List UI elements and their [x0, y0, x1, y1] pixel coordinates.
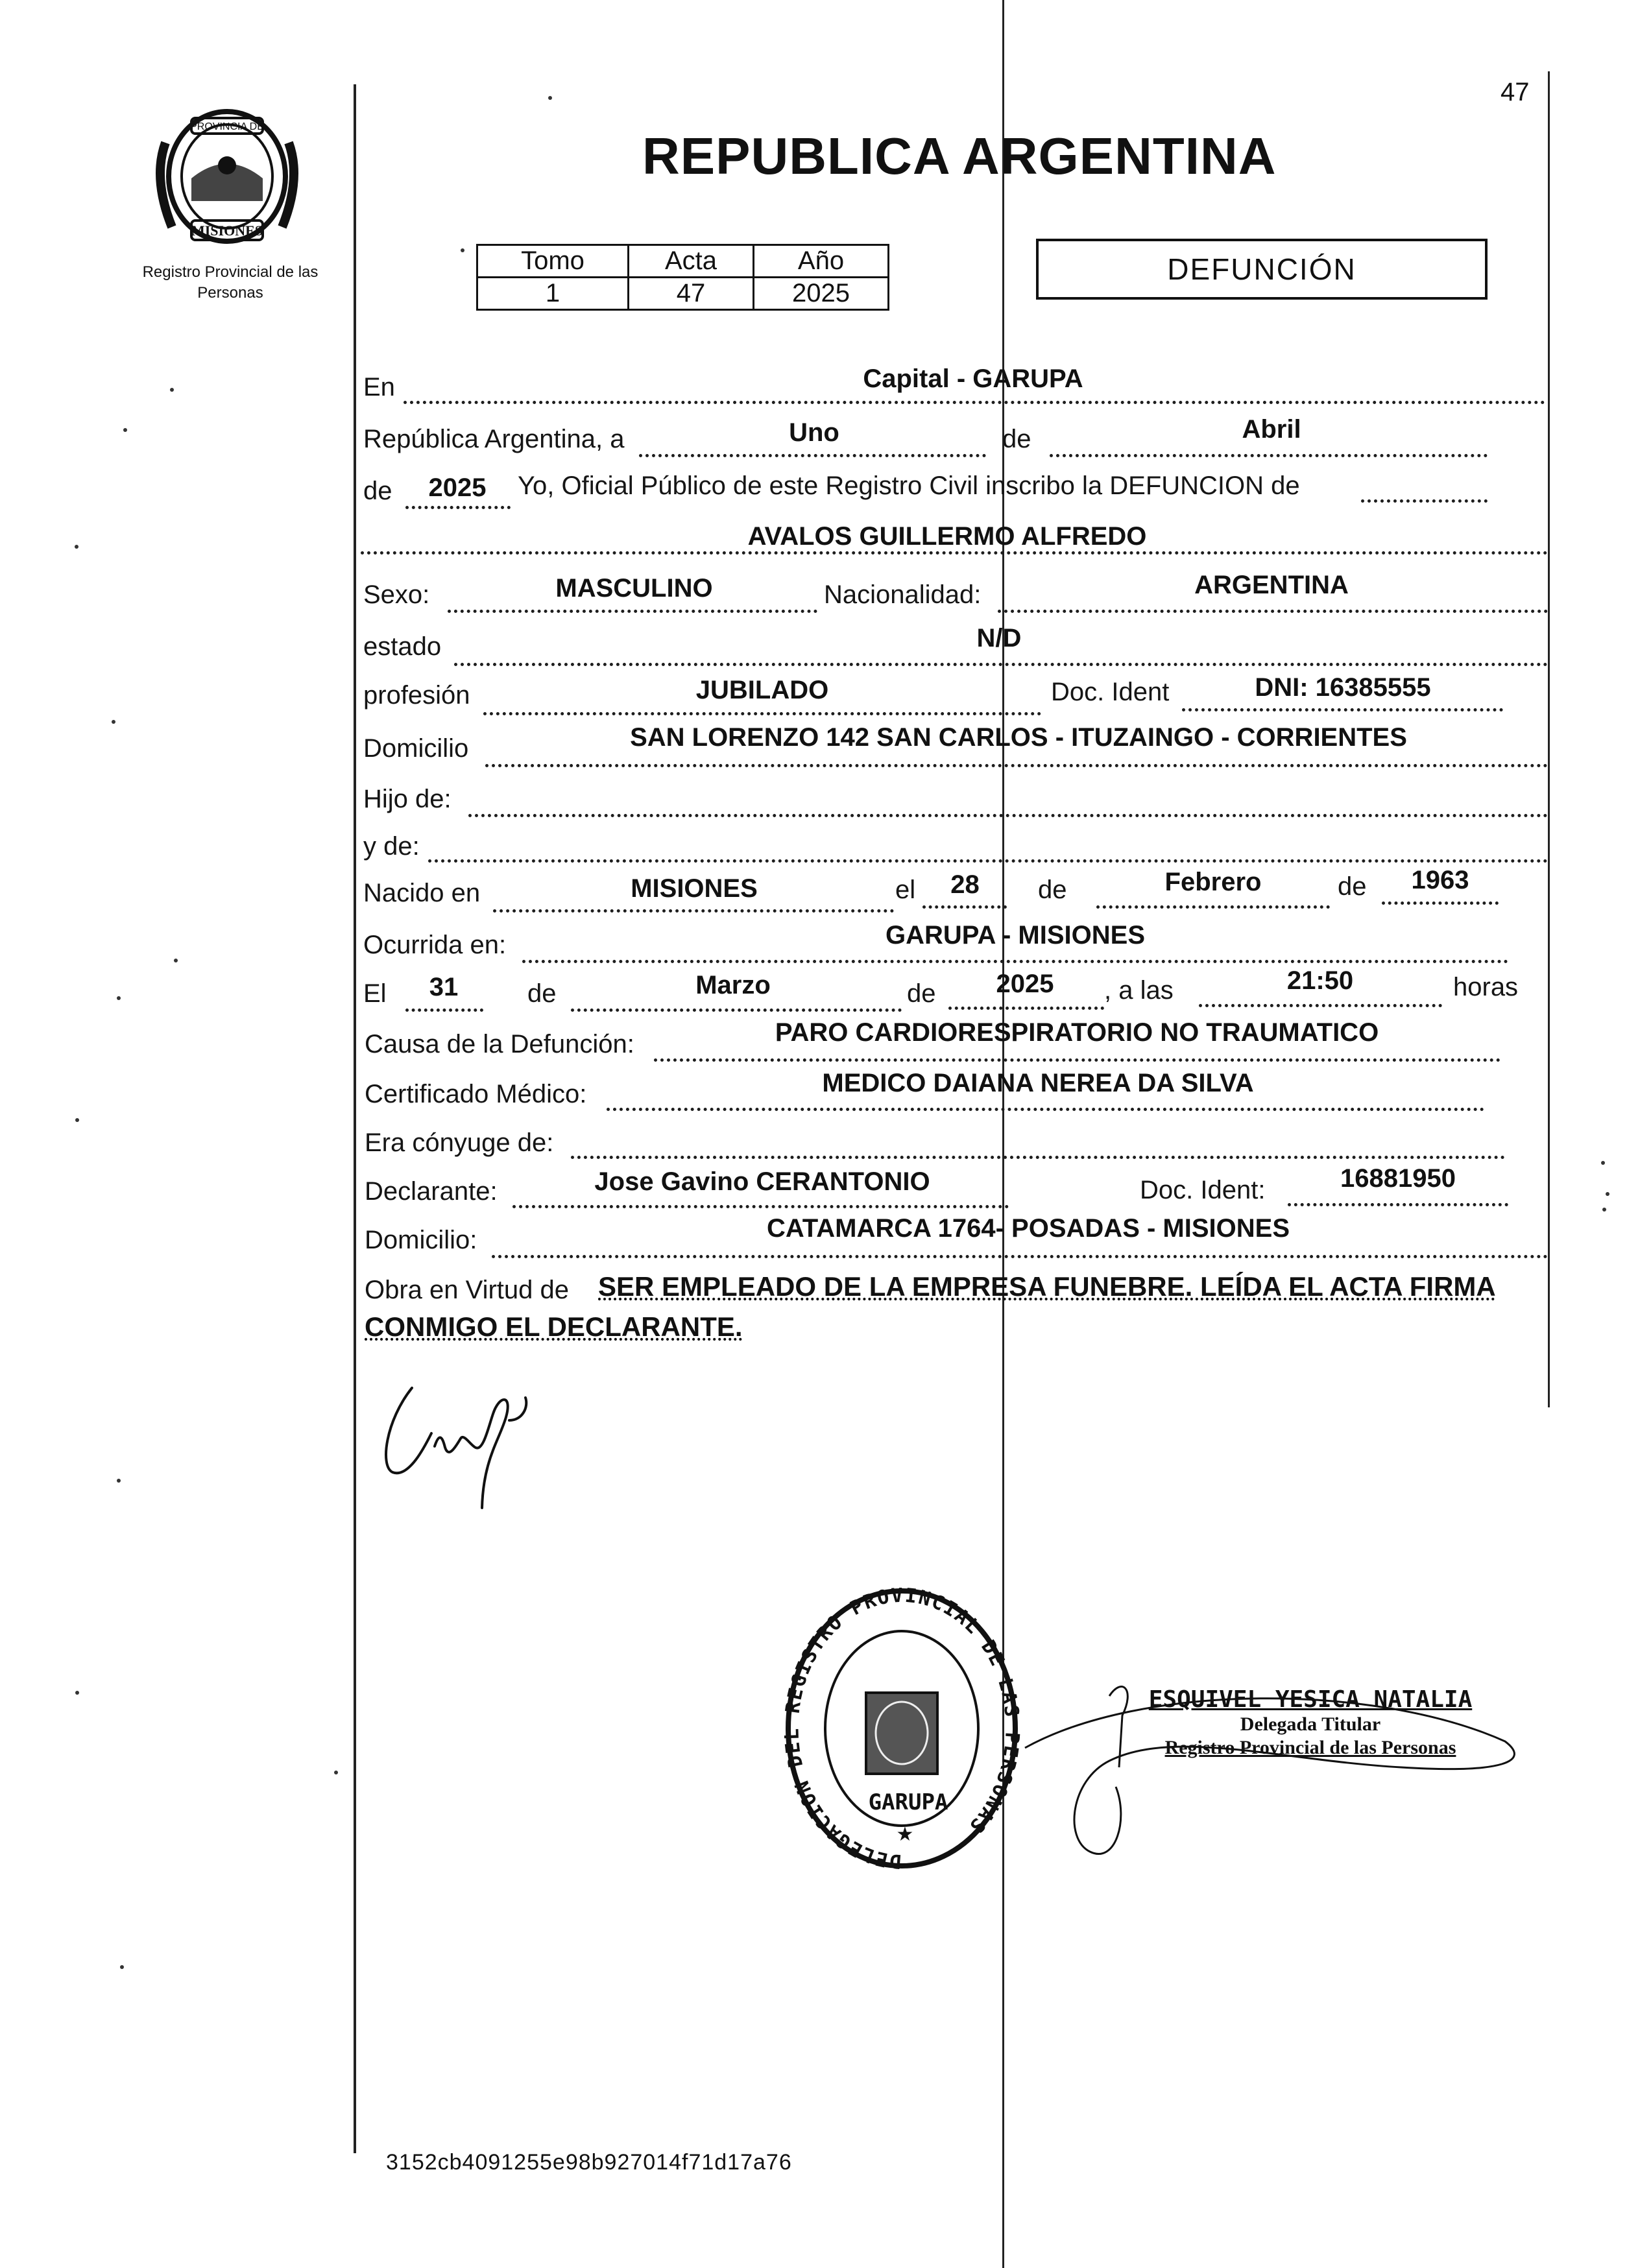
yo-text: Yo, Oficial Público de este Registro Civil inscribo la DEFUNCION de — [518, 472, 1300, 500]
sexo-label: Sexo: — [363, 580, 430, 609]
domicilio-label: Domicilio — [363, 734, 469, 763]
yde-label: y de: — [363, 832, 420, 861]
dia-dotted-line — [639, 454, 986, 457]
misiones-emblem-icon — [146, 104, 308, 253]
page-number: 47 — [1500, 78, 1530, 106]
scan-speck — [123, 428, 127, 432]
profesion-dotted-line — [483, 712, 1041, 715]
ocurrida-value: GARUPA - MISIONES — [885, 921, 1146, 949]
de5-label: de — [527, 979, 557, 1008]
declarante-dotted-line — [512, 1205, 1009, 1208]
estado-value: N/D — [976, 624, 1022, 652]
declarant-signature — [373, 1368, 568, 1524]
de4-label: de — [1338, 872, 1367, 901]
de2-label: de — [363, 477, 392, 505]
sexo-dotted-line — [448, 610, 817, 613]
nacido-value: MISIONES — [631, 874, 758, 903]
el2-label: El — [363, 979, 387, 1008]
document-hash: 3152cb4091255e98b927014f71d17a76 — [386, 2150, 792, 2175]
def-mes-value: Marzo — [695, 971, 771, 999]
delegation-stamp — [778, 1582, 1025, 1881]
left-margin-rule — [354, 84, 356, 2153]
nacionalidad-label: Nacionalidad: — [824, 580, 982, 609]
mes-value: Abril — [1242, 415, 1301, 444]
declarante-label: Declarante: — [365, 1177, 498, 1206]
yde-dotted-line — [428, 859, 1548, 863]
tomo-header: Tomo — [477, 245, 629, 278]
scan-speck — [548, 96, 552, 100]
anio-dotted-line — [405, 506, 511, 509]
official-office: Registro Provincial de las Personas — [1164, 1737, 1456, 1758]
de-label: de — [1002, 425, 1031, 453]
scan-speck — [334, 1771, 338, 1774]
profesion-label: profesión — [363, 681, 470, 710]
republica-label: República Argentina, a — [363, 425, 625, 453]
conyuge-label: Era cónyuge de: — [365, 1128, 554, 1157]
act-type-box: DEFUNCIÓN — [1036, 239, 1488, 300]
alas-label: , a las — [1104, 976, 1174, 1005]
horas-label: horas — [1453, 973, 1519, 1001]
doc2-dotted-line — [1288, 1203, 1508, 1206]
de6-label: de — [907, 979, 936, 1008]
nombre-value: AVALOS GUILLERMO ALFREDO — [747, 522, 1147, 551]
hora-dotted-line — [1199, 1004, 1442, 1007]
el-label: el — [895, 876, 916, 904]
nac-anio-value: 1963 — [1411, 866, 1469, 894]
nac-mes-dotted-line — [1096, 905, 1330, 909]
def-anio-dotted-line — [948, 1007, 1104, 1010]
doc-dotted-line — [1182, 708, 1503, 711]
domicilio-dotted-line — [485, 764, 1548, 767]
scan-speck — [461, 248, 464, 252]
stamp-ring-text: DELEGACION DEL REGISTRO PROVINCIAL DE LAS PERSONAS — [780, 1584, 1024, 1873]
emblem-bottom-text: MISIONES — [191, 222, 263, 239]
def-anio-value: 2025 — [996, 970, 1054, 998]
scan-speck — [117, 996, 121, 1000]
conyuge-dotted-line — [571, 1156, 1505, 1159]
certificado-value: MEDICO DAIANA NEREA DA SILVA — [822, 1069, 1254, 1097]
nacido-label: Nacido en — [363, 879, 481, 907]
anio-header: Año — [754, 245, 889, 278]
ocurrida-label: Ocurrida en: — [363, 931, 507, 959]
domicilio-value: SAN LORENZO 142 SAN CARLOS - ITUZAINGO - CORRIENTES — [630, 723, 1407, 752]
scan-speck — [117, 1479, 121, 1483]
official-name: ESQUIVEL YESICA NATALIA — [1148, 1686, 1473, 1713]
nacido-dotted-line — [493, 909, 894, 913]
scan-speck — [1606, 1192, 1609, 1196]
obra-value-line2: CONMIGO EL DECLARANTE. — [365, 1311, 743, 1342]
nombre-dotted-line — [361, 551, 1548, 555]
nac-dia-dotted-line — [922, 905, 1007, 909]
scan-fold-line — [1002, 0, 1004, 2268]
scan-speck — [1601, 1161, 1605, 1165]
dia-value: Uno — [789, 418, 839, 447]
scan-speck — [75, 1118, 79, 1122]
obra-value-line1: SER EMPLEADO DE LA EMPRESA FUNEBRE. LEÍDA EL ACTA FIRMA — [598, 1271, 1496, 1302]
right-margin-rule — [1548, 71, 1550, 1407]
nacionalidad-value: ARGENTINA — [1194, 571, 1349, 599]
ocurrida-dotted-line — [522, 960, 1508, 963]
scan-speck — [112, 720, 115, 724]
de3-label: de — [1038, 876, 1067, 904]
stamp-center-text: GARUPA — [868, 1789, 948, 1815]
scan-speck — [75, 545, 78, 549]
domicilio2-label: Domicilio: — [365, 1226, 477, 1254]
emblem-top-text: PROVINCIA DE — [190, 121, 264, 132]
acta-value: 47 — [629, 278, 754, 310]
official-role: Delegada Titular — [1240, 1713, 1381, 1735]
def-dia-value: 31 — [429, 973, 459, 1001]
scan-speck — [75, 1691, 79, 1695]
certificado-dotted-line — [607, 1108, 1484, 1111]
anio-value: 2025 — [754, 278, 889, 310]
doc-value: DNI: 16385555 — [1255, 673, 1431, 702]
en-value: Capital - GARUPA — [863, 364, 1083, 393]
estado-label: estado — [363, 632, 442, 661]
domicilio2-dotted-line — [492, 1255, 1548, 1258]
en-dotted-line — [404, 401, 1545, 404]
hora-value: 21:50 — [1286, 966, 1354, 995]
nac-dia-value: 28 — [950, 870, 980, 899]
doc-label: Doc. Ident — [1051, 678, 1170, 706]
en-label: En — [363, 373, 395, 401]
hijo-dotted-line — [468, 814, 1548, 817]
scan-speck — [1602, 1208, 1606, 1212]
def-mes-dotted-line — [571, 1009, 902, 1012]
sexo-value: MASCULINO — [555, 574, 713, 603]
causa-value: PARO CARDIORESPIRATORIO NO TRAUMATICO — [775, 1018, 1379, 1047]
nacionalidad-dotted-line — [998, 610, 1548, 613]
hijo-label: Hijo de: — [363, 785, 452, 813]
scan-speck — [120, 1965, 124, 1969]
declarante-value: Jose Gavino CERANTONIO — [594, 1167, 930, 1196]
mes-dotted-line — [1050, 454, 1488, 457]
registry-name: Registro Provincial de las Personas — [142, 263, 319, 302]
estado-dotted-line — [454, 663, 1548, 666]
scan-speck — [170, 388, 174, 392]
def-dia-dotted-line — [405, 1009, 483, 1012]
certificado-label: Certificado Médico: — [365, 1080, 587, 1108]
acta-table — [476, 244, 889, 311]
page-title: REPUBLICA ARGENTINA — [642, 127, 1277, 185]
profesion-value: JUBILADO — [695, 676, 829, 704]
doc2-label: Doc. Ident: — [1140, 1176, 1266, 1204]
domicilio2-value: CATAMARCA 1764- POSADAS - MISIONES — [766, 1214, 1290, 1243]
scan-speck — [174, 959, 178, 962]
acta-header: Acta — [629, 245, 754, 278]
nac-mes-value: Febrero — [1164, 868, 1262, 896]
doc2-value: 16881950 — [1340, 1164, 1456, 1193]
causa-label: Causa de la Defunción: — [365, 1030, 634, 1058]
nac-anio-dotted-line — [1382, 901, 1499, 905]
yo-dotted-line — [1361, 499, 1488, 503]
stamp-star-icon: ★ — [896, 1824, 914, 1845]
causa-dotted-line — [654, 1058, 1500, 1062]
obra-label: Obra en Virtud de — [365, 1276, 570, 1304]
tomo-value: 1 — [477, 278, 629, 310]
anio-inscripcion-value: 2025 — [428, 473, 487, 502]
